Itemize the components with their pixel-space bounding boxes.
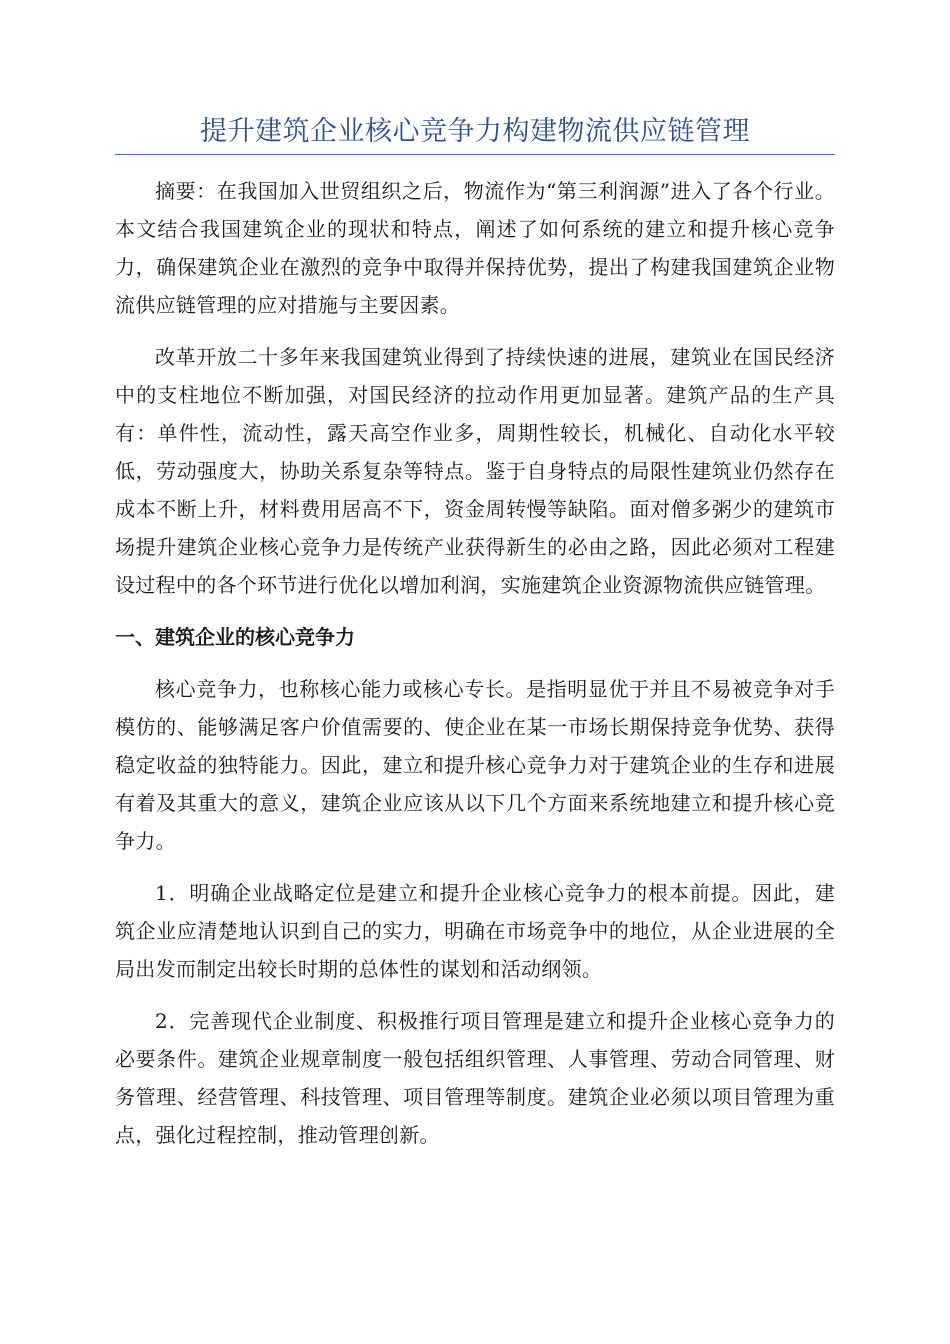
document-title: 提升建筑企业核心竞争力构建物流供应链管理 (200, 116, 750, 147)
list-item-2: 2．完善现代企业制度、积极推行项目管理是建立和提升企业核心竞争力的必要条件。建筑企业规章制度一般包括组织管理、人事管理、劳动合同管理、财务管理、经营管理、科技管理、项目管理等制度。建筑企业必须以项目管理为重点，强化过程控制，推动管理创新。 (115, 1009, 835, 1147)
list-item-1: 1．明确企业战略定位是建立和提升企业核心竞争力的根本前提。因此，建筑企业应清楚地认识到自己的实力，明确在市场竞争中的地位，从企业进展的全局出发而制定出较长时期的总体性的谋划和活动纲领。 (115, 881, 835, 981)
abstract-paragraph: 摘要：在我国加入世贸组织之后，物流作为“第三利润源”进入了各个行业。本文结合我国建筑企业的现状和特点，阐述了如何系统的建立和提升核心竞争力，确保建筑企业在激烈的竞争中取得并保持优势，提出了构建我国建筑企业物流供应链管理的应对措施与主要因素。 (115, 179, 835, 317)
document-body (115, 172, 835, 1168)
intro-paragraph: 改革开放二十多年来我国建筑业得到了持续快速的进展，建筑业在国民经济中的支柱地位不断加强，对国民经济的拉动作用更加显著。建筑产品的生产具有：单件性，流动性，露天高空作业多，周期性较长，机械化、自动化水平较低，劳动强度大，协助关系复杂等特点。鉴于自身特点的局限性建筑业仍然存在成本不断上升，材料费用居高不下，资金周转慢等缺陷。面对僧多粥少的建筑市场提升建筑企业核心竞争力是传统产业获得新生的必由之路，因此必须对工程建设过程中的各个环节进行优化以增加利润，实施建筑企业资源物流供应链管理。 (115, 345, 835, 597)
section-heading: 一、建筑企业的核心竞争力 (115, 625, 355, 649)
title-underline (115, 154, 835, 155)
section-paragraph: 核心竞争力，也称核心能力或核心专长。是指明显优于并且不易被竞争对手模仿的、能够满足客户价值需要的、使企业在某一市场长期保持竞争优势、获得稳定收益的独特能力。因此，建立和提升核心竞争力对于建筑企业的生存和进展有着及其重大的意义，建筑企业应该从以下几个方面来系统地建立和提升核心竞争力。 (115, 677, 835, 853)
